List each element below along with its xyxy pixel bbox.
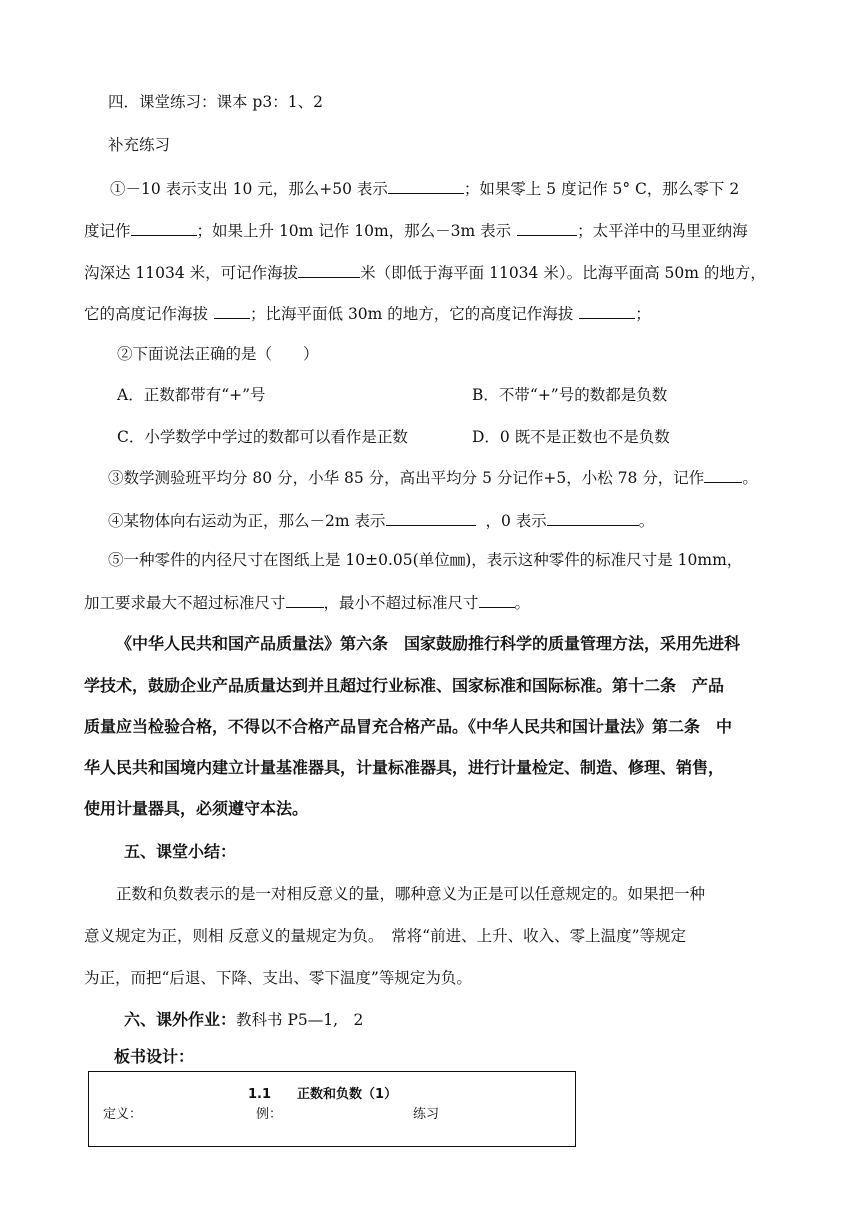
q2-option-c: C．小学数学中学过的数都可以看作是正数	[117, 428, 408, 446]
board-definition: 定义：	[103, 1107, 143, 1122]
q1-line4	[84, 303, 651, 324]
section6-title: 六、课外作业：	[124, 1010, 237, 1029]
answer-blank[interactable]	[579, 303, 635, 319]
summary-line2: 意义规定为正，则相 反意义的量规定为负。 常将“前进、上升、收入、零上温度”等规定	[84, 927, 687, 945]
q3-line	[108, 467, 758, 488]
law-line1: 《中华人民共和国产品质量法》第六条 国家鼓励推行科学的质量管理方法，采用先进科	[116, 634, 741, 653]
q1-text: ①－10 表示支出 10 元，那么+50 表示	[110, 180, 388, 198]
q1-text: 它的高度记作海拔	[84, 305, 209, 323]
q5-line2	[84, 592, 530, 613]
answer-blank[interactable]	[517, 220, 577, 236]
board-heading: 板书设计：	[114, 1047, 195, 1066]
answer-blank[interactable]	[388, 178, 464, 194]
q3-end: 。	[742, 469, 758, 487]
q3-text: ③数学测验班平均分 80 分，小华 85 分，高出平均分 5 分记作+5，小松 78 分，记作	[108, 469, 705, 487]
answer-blank[interactable]	[547, 510, 639, 526]
law-line4: 华人民共和国境内建立计量基准器具，计量标准器具，进行计量检定、制造、修理、销售，	[84, 758, 725, 777]
law-line2: 学技术，鼓励企业产品质量达到并且超过行业标准、国家标准和国际标准。第十二条 产品	[84, 676, 725, 695]
section4-title: 四．课堂练习：课本 p3：1、2	[108, 93, 323, 111]
summary-line1: 正数和负数表示的是一对相反意义的量，哪种意义为正是可以任意规定的。如果把一种	[116, 885, 706, 903]
board-example: 例：	[256, 1107, 283, 1122]
q1-text: 度记作	[84, 222, 131, 240]
answer-blank[interactable]	[214, 303, 250, 319]
section6-text: 教科书 P5—1, 2	[236, 1011, 364, 1029]
answer-blank[interactable]	[298, 262, 360, 278]
q5-text: 加工要求最大不超过标准尺寸	[84, 594, 286, 612]
q4-line	[108, 510, 654, 531]
q1-line2	[84, 220, 748, 241]
answer-blank[interactable]	[131, 220, 197, 236]
summary-line3: 为正，而把“后退、下降、支出、零下温度”等规定为负。	[84, 969, 472, 987]
q4-text: ，0 表示	[485, 512, 547, 530]
answer-blank[interactable]	[386, 510, 476, 526]
answer-blank[interactable]	[286, 592, 324, 608]
q1-text: ；太平洋中的马里亚纳海	[577, 222, 748, 240]
q1-line3	[84, 262, 766, 283]
q5-text: ，最小不超过标准尺寸	[323, 594, 479, 612]
q5-text: 。	[514, 594, 531, 612]
q4-end: 。	[638, 512, 655, 530]
answer-blank[interactable]	[479, 592, 515, 608]
board-title: 1.1 正数和负数（1）	[248, 1087, 398, 1102]
q1-text: 米（即低于海平面 11034 米）。比海平面高 50m 的地方，	[360, 264, 766, 282]
q4-text: ④某物体向右运动为正，那么－2m 表示	[108, 512, 386, 530]
q1-text: ；比海平面低 30m 的地方，它的高度记作海拔	[250, 305, 574, 323]
q1-text: ；	[635, 305, 651, 323]
q5-line1: ⑤一种零件的内径尺寸在图纸上是 10±0.05(单位㎜)，表示这种零件的标准尺寸是 10mm，	[108, 551, 743, 569]
q1-line1	[110, 178, 739, 199]
law-line3: 质量应当检验合格，不得以不合格产品冒充合格产品。《中华人民共和国计量法》第二条 中	[84, 717, 733, 736]
board-practice: 练习	[413, 1107, 440, 1122]
answer-blank[interactable]	[704, 467, 742, 483]
q1-text: ；如果零上 5 度记作 5° C，那么零下 2	[463, 180, 740, 198]
q2-option-b: B．不带“+”号的数都是负数	[472, 386, 668, 404]
q1-text: 沟深达 11034 米，可记作海拔	[84, 264, 299, 282]
q1-text: ；如果上升 10m 记作 10m，那么－3m 表示	[196, 222, 512, 240]
q2-option-a: A．正数都带有“+”号	[117, 386, 266, 404]
section5-title: 五、课堂小结：	[124, 842, 237, 861]
law-line5: 使用计量器具，必须遵守本法。	[84, 799, 309, 818]
q2-stem: ②下面说法正确的是（ ）	[117, 345, 319, 363]
supplement-label: 补充练习	[108, 136, 171, 154]
q2-option-d: D．0 既不是正数也不是负数	[472, 428, 670, 446]
section6-line	[124, 1010, 363, 1030]
